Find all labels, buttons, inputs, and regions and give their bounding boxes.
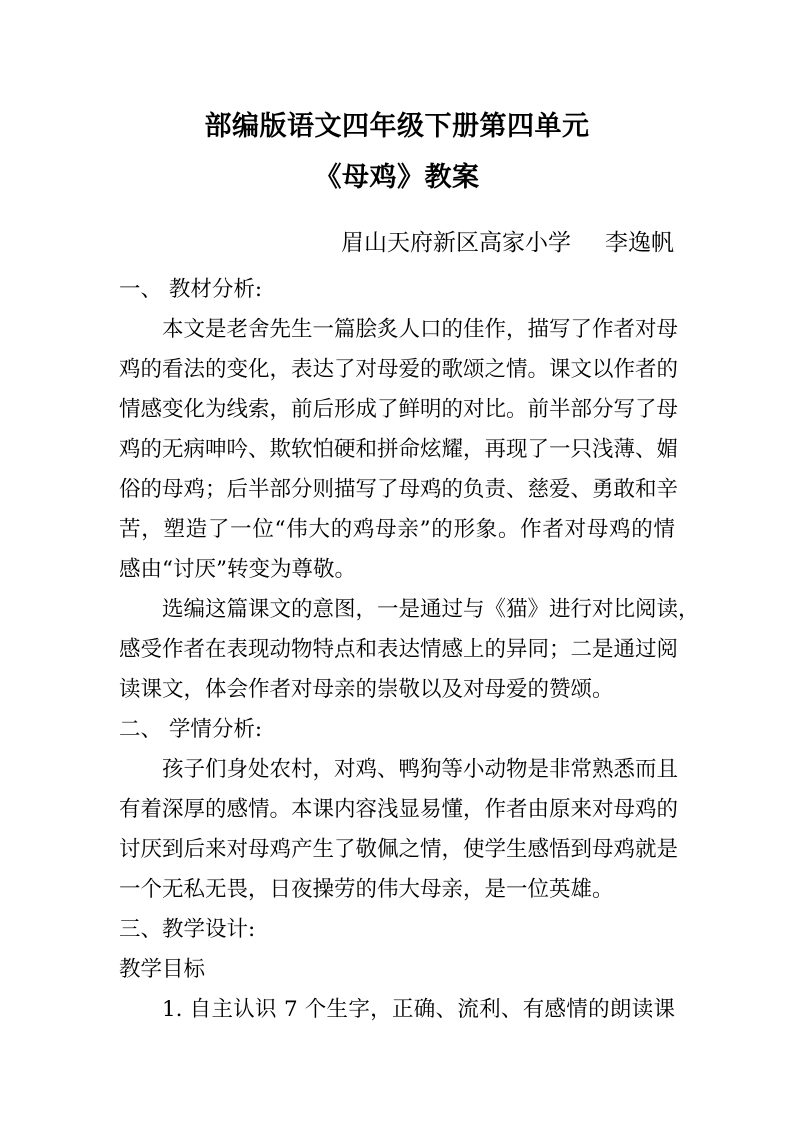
paragraph-line: 讨厌到后来对母鸡产生了敬佩之情，使学生感悟到母鸡就是 <box>119 837 679 862</box>
paragraph-line: 鸡的无病呻吟、欺软怕硬和拼命炫耀，再现了一只浅薄、媚 <box>119 437 679 462</box>
paragraph-line: 读课文，体会作者对母亲的崇敬以及对母爱的赞颂。 <box>119 677 614 702</box>
author-name: 李逸帆 <box>605 230 674 256</box>
document-title: 部编版语文四年级下册第四单元 <box>204 111 590 142</box>
section-heading-textbook-analysis: 一、 教材分析: <box>119 277 263 302</box>
subheading-teaching-goals: 教学目标 <box>119 957 206 982</box>
document-subtitle: 《母鸡》教案 <box>314 162 480 193</box>
paragraph-line: 本文是老舍先生一篇脍炙人口的佳作，描写了作者对母 <box>162 317 679 342</box>
paragraph-line: 有着深厚的感情。本课内容浅显易懂，作者由原来对母鸡的 <box>119 797 679 822</box>
paragraph-line: 孩子们身处农村，对鸡、鸭狗等小动物是非常熟悉而且 <box>162 757 679 782</box>
paragraph-line: 感受作者在表现动物特点和表达情感上的异同；二是通过阅 <box>119 637 679 662</box>
paragraph-line: 俗的母鸡；后半部分则描写了母鸡的负责、慈爱、勇敢和辛 <box>119 477 679 502</box>
paragraph-line: 鸡的看法的变化，表达了对母爱的歌颂之情。课文以作者的 <box>119 357 679 382</box>
paragraph-line: 一个无私无畏，日夜操劳的伟大母亲，是一位英雄。 <box>119 877 614 902</box>
paragraph-line: 感由“讨厌”转变为尊敬。 <box>119 557 356 582</box>
paragraph-line: 情感变化为线索，前后形成了鲜明的对比。前半部分写了母 <box>119 397 679 422</box>
goal-item: 1. 自主认识 7 个生字，正确、流利、有感情的朗读课 <box>162 997 675 1022</box>
paragraph-line: 选编这篇课文的意图，一是通过与《猫》进行对比阅读， <box>162 597 700 622</box>
section-heading-learner-analysis: 二、 学情分析: <box>119 717 263 742</box>
paragraph-line: 苦，塑造了一位“伟大的鸡母亲”的形象。作者对母鸡的情 <box>119 517 675 542</box>
school-name: 眉山天府新区高家小学 <box>341 230 571 256</box>
author-line <box>341 224 674 257</box>
section-heading-teaching-design: 三、教学设计: <box>119 917 256 942</box>
